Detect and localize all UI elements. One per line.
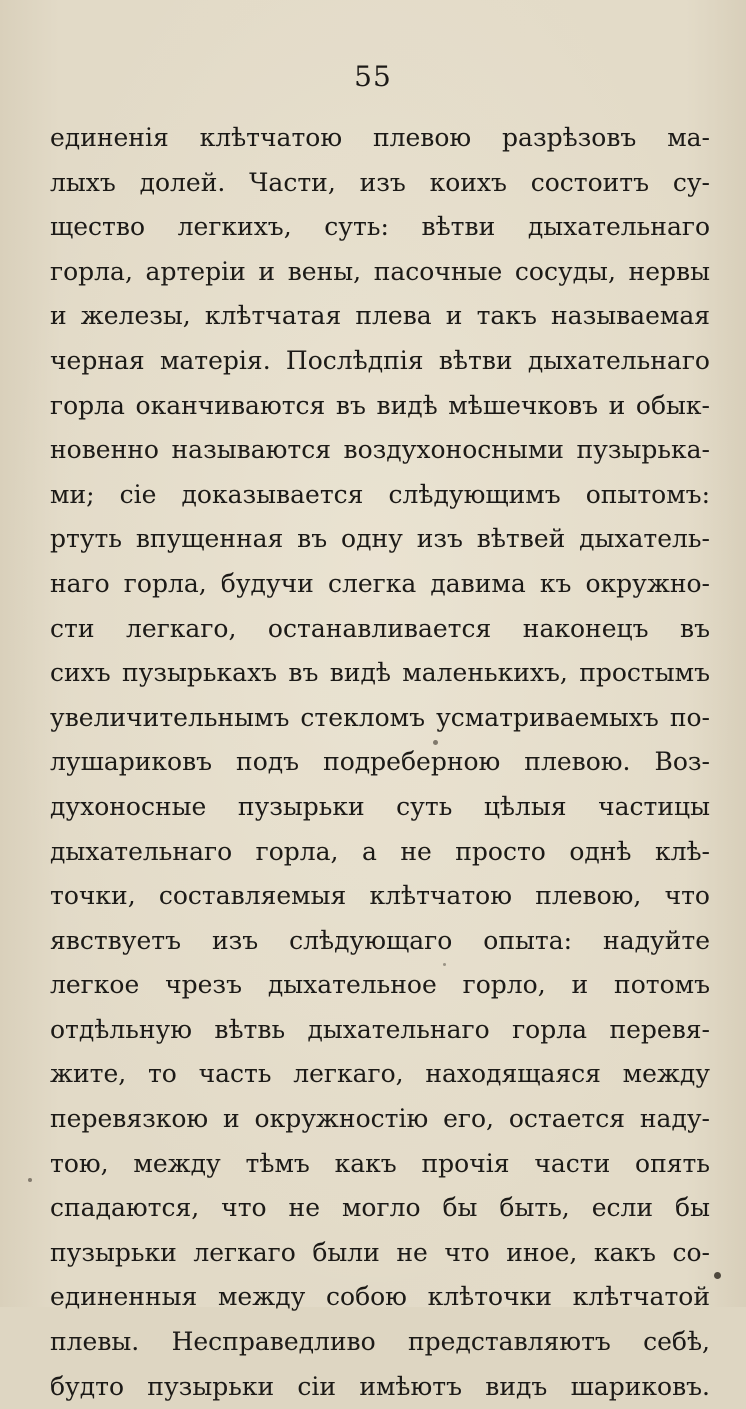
text-line: единенныя между собою клѣточки клѣтчатой — [50, 1282, 710, 1312]
ink-speck — [28, 1178, 32, 1182]
text-line: наго горла, будучи слегка давима къ окружно- — [50, 568, 710, 598]
ink-speck — [433, 740, 438, 745]
text-line: новенно называются воздухоносными пузырька- — [50, 435, 710, 465]
text-line: спадаются, что не могло бы быть, если бы — [50, 1193, 710, 1223]
text-line: ртуть впущенная въ одну изъ вѣтвей дыхатель- — [50, 524, 710, 554]
text-line: черная матерія. Послѣдпія вѣтви дыхательнаго — [50, 345, 710, 375]
text-line: точки, составляемыя клѣтчатою плевою, что — [50, 881, 710, 911]
text-line: лушариковъ подъ подреберною плевою. Воз- — [50, 747, 710, 777]
text-line: явствуетъ изъ слѣдующаго опыта: надуйте — [50, 925, 710, 955]
body-text — [50, 116, 710, 1409]
text-line: сихъ пузырькахъ въ видѣ маленькихъ, простымъ — [50, 658, 710, 688]
text-line: и железы, клѣтчатая плева и такъ называемая — [50, 301, 710, 331]
page-number: 55 — [354, 60, 392, 93]
text-line: легкое чрезъ дыхательное горло, и потомъ — [50, 970, 710, 1000]
text-line: отдѣльную вѣтвь дыхательнаго горла перевя- — [50, 1014, 710, 1044]
text-line: жите, то часть легкаго, находящаяся между — [50, 1059, 710, 1089]
text-line: дыхательнаго горла, а не просто однѣ клѣ- — [50, 836, 710, 866]
text-line: ми; сіе доказывается слѣдующимъ опытомъ: — [50, 479, 710, 509]
text-line: горла оканчиваются въ видѣ мѣшечковъ и обык- — [50, 390, 710, 420]
text-line: горла, артеріи и вены, пасочные сосуды, нервы — [50, 256, 710, 286]
text-line: щество легкихъ, суть: вѣтви дыхательнаго — [50, 212, 710, 242]
text-line: духоносные пузырьки суть цѣлыя частицы — [50, 791, 710, 821]
text-line: плевы. Несправедливо представляютъ себѣ, — [50, 1327, 710, 1357]
text-line: пузырьки легкаго были не что иное, какъ со- — [50, 1237, 710, 1267]
text-line: тою, между тѣмъ какъ прочія части опять — [50, 1148, 710, 1178]
text-line: лыхъ долей. Части, изъ коихъ состоитъ су- — [50, 167, 710, 197]
text-line: сти легкаго, останавливается наконецъ въ — [50, 613, 710, 643]
text-line: увеличительнымъ стекломъ усматриваемыхъ по- — [50, 702, 710, 732]
text-line: перевязкою и окружностію его, остается наду- — [50, 1104, 710, 1134]
ink-speck — [443, 963, 446, 966]
text-line: будто пузырьки сіи имѣютъ видъ шариковъ. — [50, 1371, 710, 1401]
ink-speck — [714, 1272, 721, 1279]
text-line: единенія клѣтчатою плевою разрѣзовъ ма- — [50, 123, 710, 152]
